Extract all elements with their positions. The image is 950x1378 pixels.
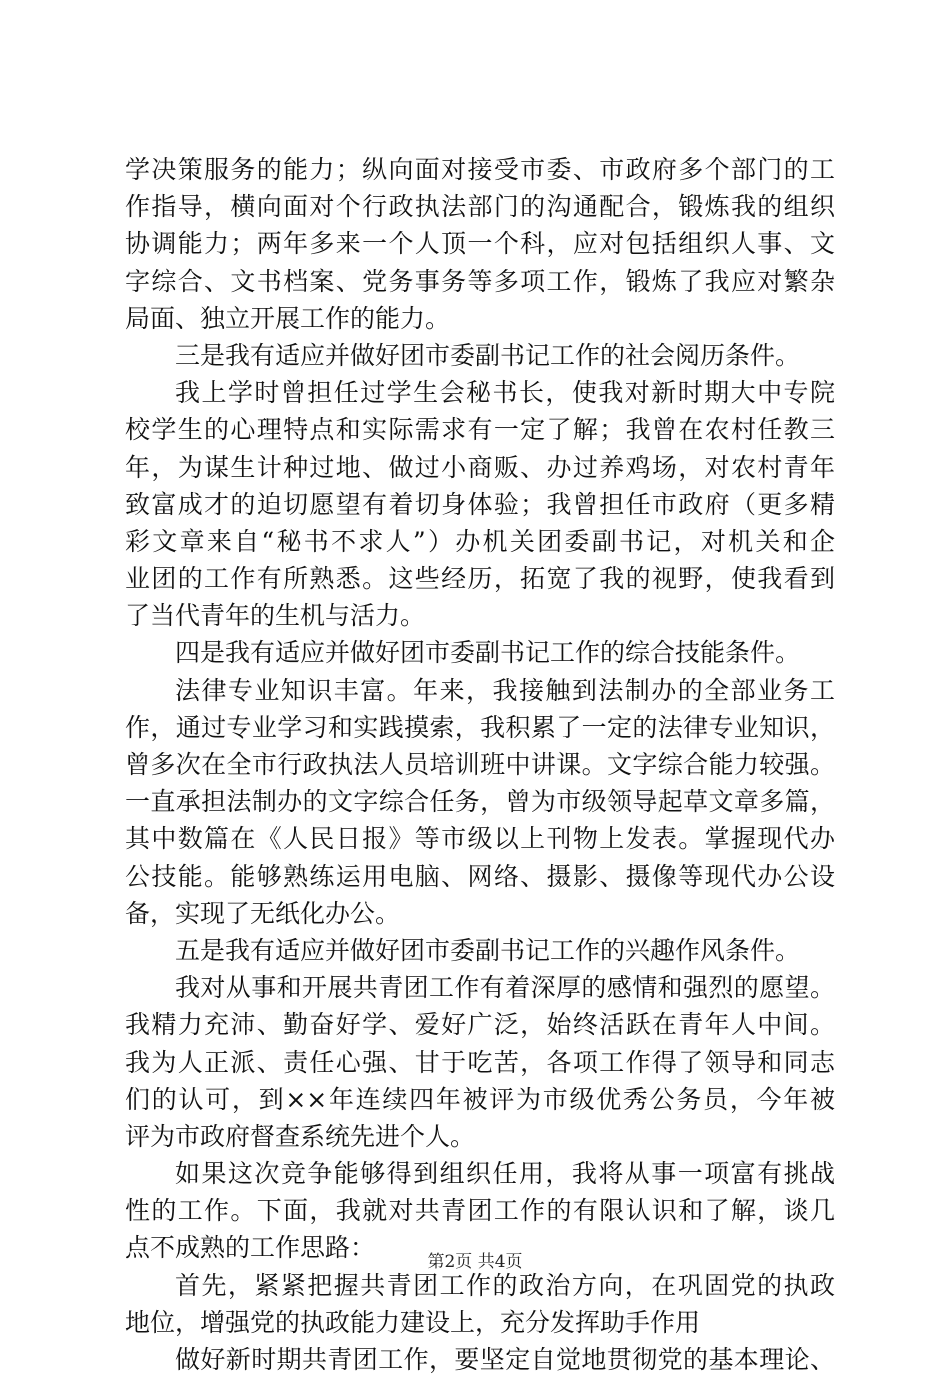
text-line: 了当代青年的生机与活力。: [125, 601, 426, 631]
text-line: 我上学时曾担任过学生会秘书长，使我对新时期大中专院: [175, 378, 835, 408]
section-heading: 四是我有适应并做好团市委副书记工作的综合技能条件。: [175, 638, 801, 668]
text-line: 公技能。能够熟练运用电脑、网络、摄影、摄像等现代办公设: [125, 861, 835, 891]
text-line: 校学生的心理特点和实际需求有一定了解；我曾在农村任教三: [125, 415, 835, 445]
text-line: 年，为谋生计种过地、做过小商贩、办过养鸡场，对农村青年: [125, 452, 835, 482]
text-line: 字综合、文书档案、党务事务等多项工作，锻炼了我应对繁杂: [125, 266, 835, 296]
text-line: 曾多次在全市行政执法人员培训班中讲课。文字综合能力较强。: [125, 750, 835, 779]
text-line: 我精力充沛、勤奋好学、爱好广泛，始终活跃在青年人中间。: [125, 1010, 835, 1040]
page-number-footer: 第2页 共4页: [427, 1252, 523, 1272]
text-line: 点不成熟的工作思路：: [125, 1233, 376, 1263]
text-line: 致富成才的迫切愿望有着切身体验；我曾担任市政府（更多精: [125, 489, 835, 519]
text-line: 评为市政府督查系统先进个人。: [125, 1121, 476, 1151]
text-line: 作，通过专业学习和实践摸索，我积累了一定的法律专业知识，: [125, 712, 835, 742]
text-line: 如果这次竞争能够得到组织任用，我将从事一项富有挑战: [175, 1159, 835, 1189]
text-line: 业团的工作有所熟悉。这些经历，拓宽了我的视野，使我看到: [125, 564, 835, 594]
text-line: 其中数篇在《人民日报》等市级以上刊物上发表。掌握现代办: [125, 824, 835, 854]
text-line: 学决策服务的能力；纵向面对接受市委、市政府多个部门的工: [125, 155, 835, 184]
text-line: 我对从事和开展共青团工作有着深厚的感情和强烈的愿望。: [175, 973, 835, 1003]
text-line: 我为人正派、责任心强、甘于吃苦，各项工作得了领导和同志: [125, 1047, 835, 1077]
document-body: [125, 151, 835, 1378]
text-line: 性的工作。下面，我就对共青团工作的有限认识和了解，谈几: [125, 1196, 835, 1226]
text-line: 备，实现了无纸化办公。: [125, 898, 401, 928]
text-line: 地位，增强党的执政能力建设上，充分发挥助手作用: [125, 1307, 701, 1337]
text-line: 法律专业知识丰富。年来，我接触到法制办的全部业务工: [175, 675, 835, 705]
text-line: 一直承担法制办的文字综合任务，曾为市级领导起草文章多篇，: [125, 787, 835, 817]
text-line: 局面、独立开展工作的能力。: [125, 303, 451, 333]
section-heading: 五是我有适应并做好团市委副书记工作的兴趣作风条件。: [175, 935, 801, 965]
text-line: 彩文章来自“秘书不求人”）办机关团委副书记，对机关和企: [125, 526, 835, 556]
section-heading: 三是我有适应并做好团市委副书记工作的社会阅历条件。: [175, 340, 801, 370]
text-line: 作指导，横向面对个行政执法部门的沟通配合，锻炼我的组织: [125, 192, 835, 222]
section-heading: 首先，紧紧把握共青团工作的政治方向，在巩固党的执政: [175, 1270, 835, 1300]
text-line: 们的认可，到××年连续四年被评为市级优秀公务员，今年被: [125, 1084, 835, 1114]
text-line: 做好新时期共青团工作，要坚定自觉地贯彻党的基本理论、: [175, 1345, 835, 1374]
text-line: 协调能力；两年多来一个人顶一个科，应对包括组织人事、文: [125, 229, 835, 259]
